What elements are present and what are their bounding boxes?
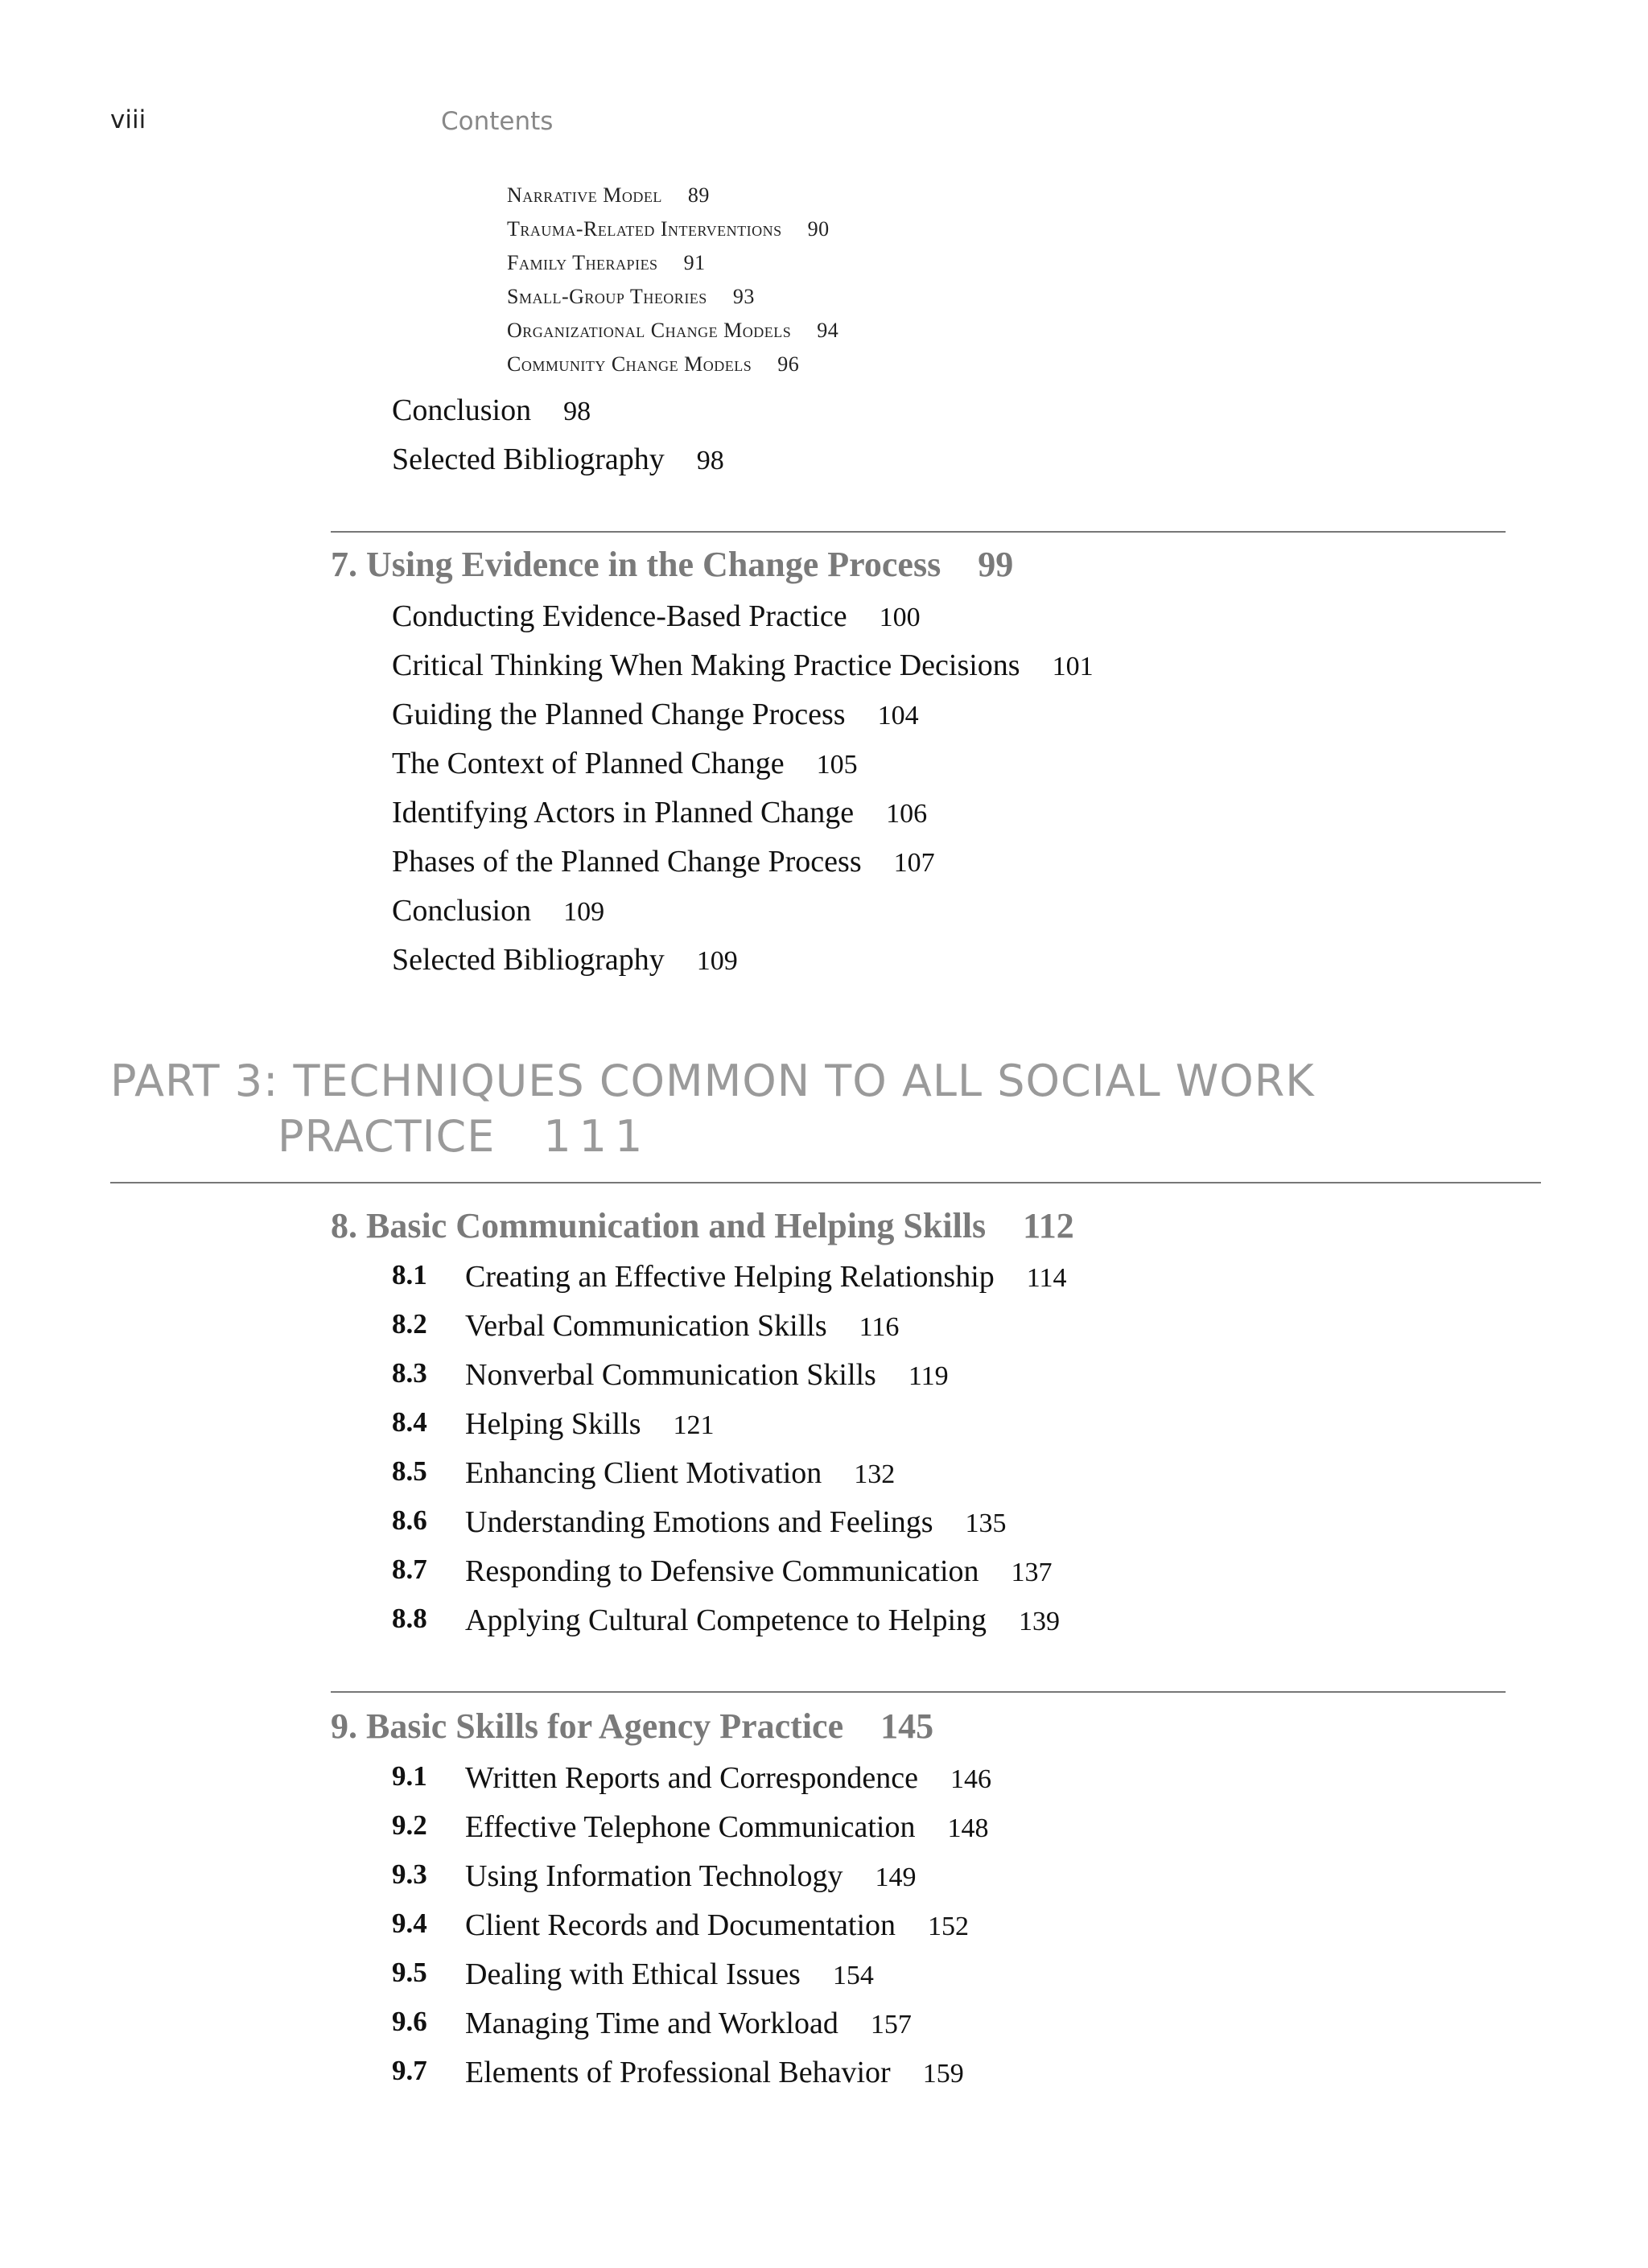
toc-subtopic: Organizational Change Models 94 — [507, 319, 839, 342]
toc-entry: 9.5 Dealing with Ethical Issues 154 — [392, 1957, 874, 1991]
toc-entry: 8.4 Helping Skills 121 — [392, 1406, 715, 1441]
chapter-heading: 7. Using Evidence in the Change Process 99 — [331, 545, 1014, 584]
section-divider — [331, 531, 1506, 533]
toc-entry: Selected Bibliography 109 — [392, 943, 738, 977]
toc-entry: Selected Bibliography 98 — [392, 442, 724, 476]
toc-subtopic: Trauma-Related Interventions 90 — [507, 217, 830, 241]
chapter-heading: 9. Basic Skills for Agency Practice 145 — [331, 1706, 934, 1746]
toc-subtopic: Small-Group Theories 93 — [507, 285, 755, 308]
toc-entry: Guiding the Planned Change Process 104 — [392, 698, 919, 731]
toc-entry: 9.4 Client Records and Documentation 152 — [392, 1908, 970, 1942]
toc-entry: Conducting Evidence-Based Practice 100 — [392, 599, 921, 633]
toc-entry: The Context of Planned Change 105 — [392, 747, 858, 780]
page-number: viii — [110, 105, 146, 134]
toc-entry: 9.6 Managing Time and Workload 157 — [392, 2006, 912, 2040]
toc-entry: 9.7 Elements of Professional Behavior 159 — [392, 2055, 964, 2089]
toc-entry: Conclusion 109 — [392, 894, 605, 928]
toc-entry: 8.3 Nonverbal Communication Skills 119 — [392, 1357, 949, 1392]
part-divider — [110, 1182, 1541, 1183]
toc-subtopic: Family Therapies 91 — [507, 251, 706, 274]
toc-subtopic: Community Change Models 96 — [507, 352, 800, 376]
toc-entry: Identifying Actors in Planned Change 106 — [392, 796, 928, 829]
toc-entry: Critical Thinking When Making Practice Decisions 101 — [392, 648, 1094, 682]
toc-entry: 8.7 Responding to Defensive Communication 137 — [392, 1554, 1053, 1588]
toc-entry: 8.2 Verbal Communication Skills 116 — [392, 1308, 900, 1343]
chapter-heading: 8. Basic Communication and Helping Skills 112 — [331, 1206, 1074, 1245]
toc-entry: 9.1 Written Reports and Correspondence 146 — [392, 1760, 992, 1795]
toc-subtopic: Narrative Model 89 — [507, 183, 710, 207]
toc-entry: 9.3 Using Information Technology 149 — [392, 1858, 917, 1893]
toc-entry: 9.2 Effective Telephone Communication 148 — [392, 1809, 989, 1844]
part-heading-continued: PRACTICE 111 — [278, 1111, 651, 1162]
toc-entry: 8.6 Understanding Emotions and Feelings 135 — [392, 1504, 1007, 1539]
running-head: Contents — [441, 107, 554, 136]
section-divider — [331, 1691, 1506, 1693]
toc-entry: Phases of the Planned Change Process 107 — [392, 845, 935, 879]
part-heading: PART 3: TECHNIQUES COMMON TO ALL SOCIAL WORK — [110, 1056, 1315, 1106]
toc-entry: 8.1 Creating an Effective Helping Relationship 114 — [392, 1259, 1067, 1294]
toc-entry: Conclusion 98 — [392, 393, 591, 427]
toc-entry: 8.5 Enhancing Client Motivation 132 — [392, 1455, 896, 1490]
toc-entry: 8.8 Applying Cultural Competence to Helping 139 — [392, 1603, 1061, 1637]
